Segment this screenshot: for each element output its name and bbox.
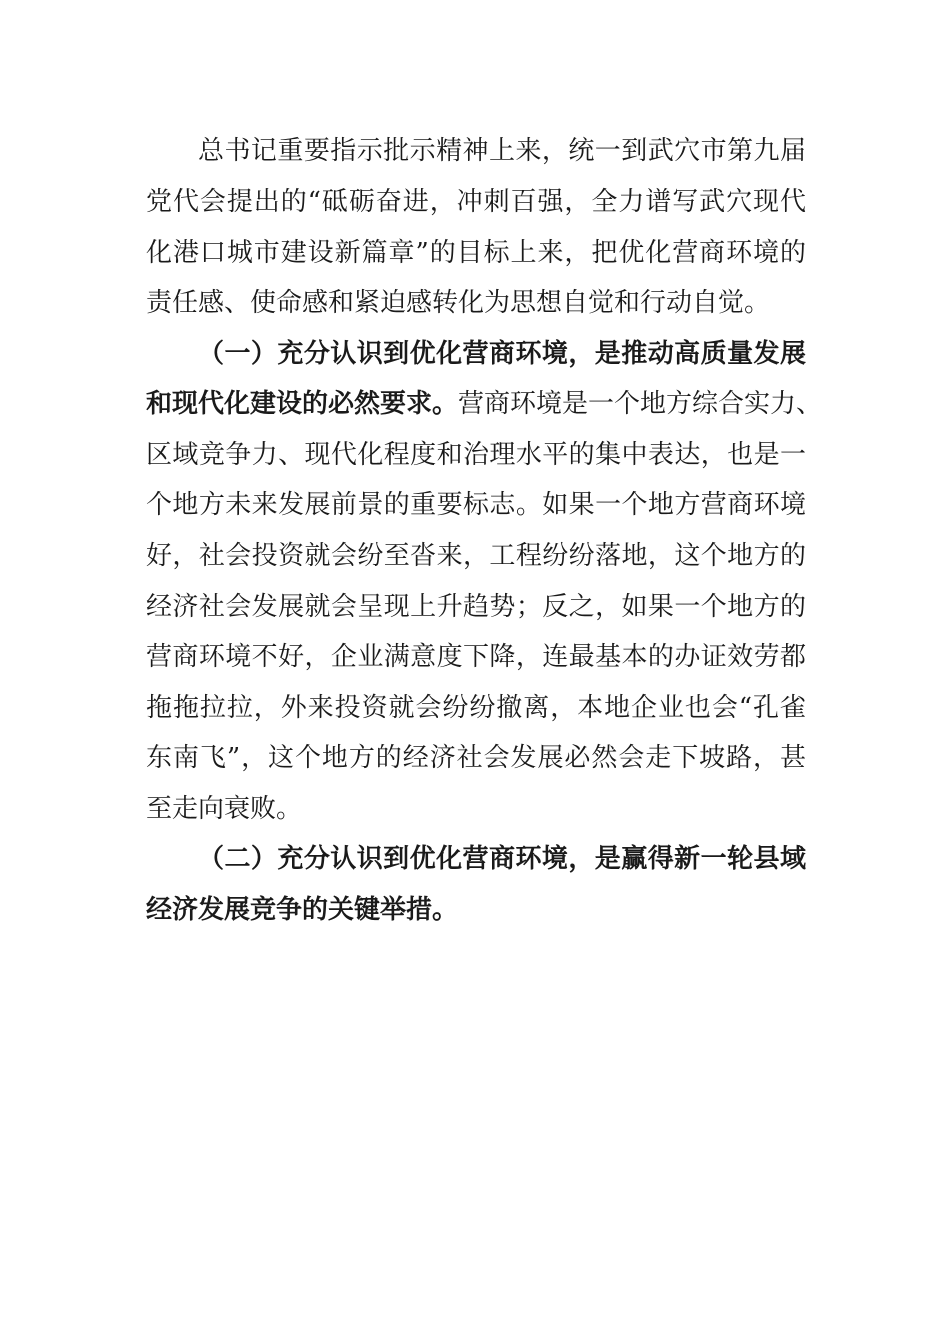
paragraph-line: 经济社会发展就会呈现上升趋势；反之，如果一个地方的 — [146, 592, 806, 622]
paragraph-line: 化港口城市建设新篇章”的目标上来，把优化营商环境的 — [146, 238, 806, 268]
paragraph-line: 营商环境不好，企业满意度下降，连最基本的办证效劳都 — [146, 642, 806, 672]
section-1-mixed-line — [146, 384, 823, 424]
paragraph-line: 个地方未来发展前景的重要标志。如果一个地方营商环境 — [146, 490, 806, 520]
section-1-heading: （一）充分认识到优化营商环境，是推动高质量发展 — [198, 339, 806, 369]
paragraph-line: 东南飞”，这个地方的经济社会发展必然会走下坡路，甚 — [146, 743, 806, 773]
section-1-body-start: 营商环境是一个地方综合实力、 — [458, 389, 823, 419]
section-1-heading-end: 和现代化建设的必然要求。 — [146, 389, 459, 419]
paragraph-line: 总书记重要指示批示精神上来，统一到武穴市第九届 — [198, 136, 806, 166]
paragraph-line: 区域竞争力、现代化程度和治理水平的集中表达，也是一 — [146, 440, 806, 470]
paragraph-line: 党代会提出的“砥砺奋进，冲刺百强，全力谱写武穴现代 — [146, 187, 806, 217]
paragraph-line: 责任感、使命感和紧迫感转化为思想自觉和行动自觉。 — [146, 288, 771, 318]
section-2-heading-end: 经济发展竞争的关键举措。 — [146, 895, 459, 925]
paragraph-line: 至走向衰败。 — [146, 794, 303, 824]
section-2-heading: （二）充分认识到优化营商环境，是赢得新一轮县域 — [198, 844, 806, 874]
paragraph-line: 好，社会投资就会纷至沓来，工程纷纷落地，这个地方的 — [146, 541, 806, 571]
paragraph-line: 拖拖拉拉，外来投资就会纷纷撤离，本地企业也会“孔雀 — [146, 693, 806, 723]
